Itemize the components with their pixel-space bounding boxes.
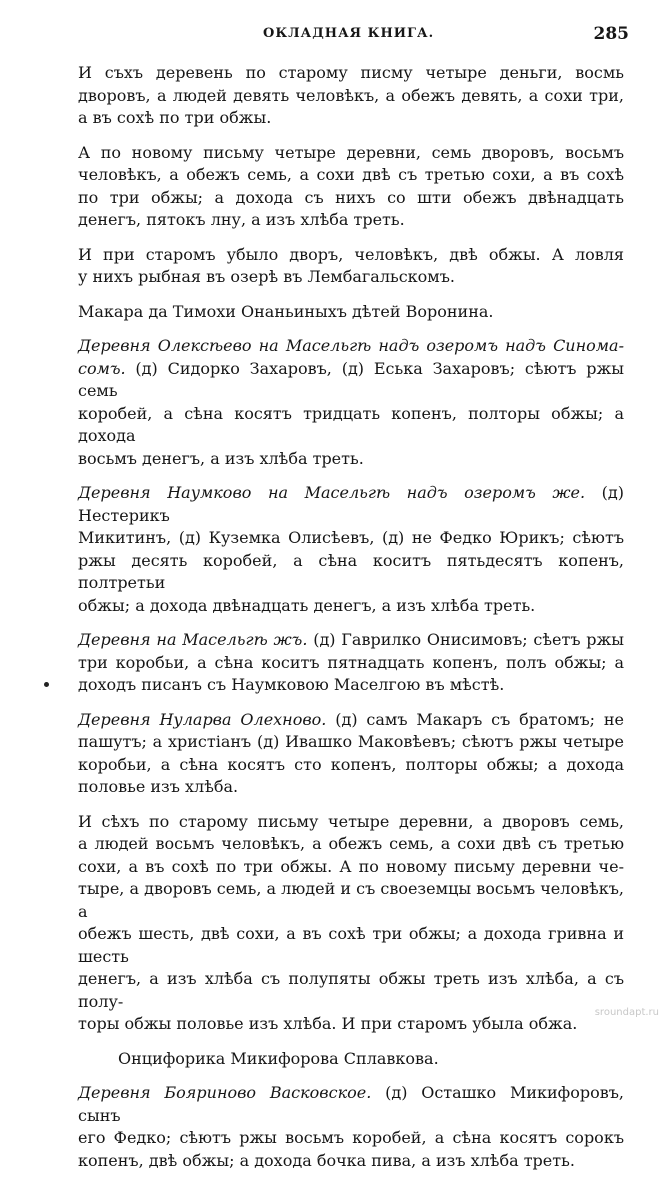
text-line: Деревня Нуларва Олехново. (д) самъ Макаръ съ братомъ; не: [78, 709, 625, 729]
paragraph: [78, 335, 624, 470]
text-line: доходъ писанъ съ Наумковою Маселгою въ мѣстѣ.: [78, 675, 505, 694]
text-line: человѣкъ, а обежъ семь, а сохи двѣ съ третью сохи, а въ сохѣ: [78, 165, 624, 184]
text-line: Деревня Наумково на Масельгѣ надъ озеромъ же. (д) Нестерикъ: [78, 483, 625, 525]
text-line: торы обжы половье изъ хлѣба. И при старомъ убыла обжа.: [78, 1014, 578, 1033]
page-header: [0, 26, 669, 50]
paragraph: [78, 709, 624, 799]
text-line: а людей восьмъ человѣкъ, а обежъ семь, а сохи двѣ съ третью: [78, 834, 624, 853]
text-line: ржы десять коробей, а сѣна коситъ пятьдесятъ копенъ, полтретьи: [78, 550, 624, 592]
text-line: у нихъ рыбная въ озерѣ въ Лембагальскомъ.: [78, 267, 455, 286]
heading-line: Макара да Тимохи Онаньиныхъ дѣтей Воронина.: [78, 301, 494, 321]
text-line: И сѣхъ по старому письму четыре деревни, а дворовъ семь,: [78, 811, 624, 831]
village-name: Деревня Нуларва Олехново.: [78, 709, 327, 729]
text-line: его Федко; сѣютъ ржы восьмъ коробей, а сѣна косятъ сорокъ: [78, 1128, 624, 1147]
text-line: обежъ шесть, двѣ сохи, а въ сохѣ три обжы; а дохода гривна и шесть: [78, 924, 624, 966]
village-name: Деревня Бояриново Васковское.: [78, 1083, 372, 1102]
paragraph: [78, 142, 624, 232]
text-line: И съхъ деревень по старому писму четыре деньги, восмь: [78, 63, 624, 82]
text-line: копенъ, двѣ обжы; а дохода бочка пива, а изъ хлѣба треть.: [78, 1150, 575, 1170]
text-line: денегъ, пятокъ лну, а изъ хлѣба треть.: [78, 210, 405, 229]
text-line: обжы; а дохода двѣнадцать денегъ, а изъ хлѣба треть.: [78, 595, 536, 615]
village-name: Деревня на Масельгѣ жъ.: [78, 630, 308, 649]
paragraph: [78, 244, 624, 289]
text-line: половье изъ хлѣба.: [78, 777, 239, 796]
text-line: сомъ. (д) Сидорко Захаровъ, (д) Еська Захаровъ; сѣютъ ржы семь: [78, 358, 624, 400]
paragraph: [78, 482, 624, 617]
village-name: Деревня Наумково на Масельгѣ надъ озеромъ же.: [78, 483, 586, 502]
text-line: тыре, а дворовъ семь, а людей и съ своеземцы восьмъ человѣкъ, а: [78, 879, 624, 921]
text-line: пашутъ; а христіанъ (д) Ивашко Маковѣевъ; сѣютъ ржы четыре: [78, 732, 624, 751]
text-line: Деревня на Масельгѣ жъ. (д) Гаврилко Онисимовъ; сѣетъ ржы: [78, 630, 624, 649]
margin-dot: [44, 682, 49, 687]
text-line: сохи, а въ сохѣ по три обжы. А по новому письму деревни че-: [78, 856, 624, 876]
heading-line: Онцифорика Микифорова Сплавкова.: [118, 1048, 439, 1068]
body-text: [78, 62, 624, 1184]
text-line: А по новому письму четыре деревни, семь дворовъ, восьмъ: [78, 142, 624, 162]
text-line: Деревня Олексѣево на Масельгѣ надъ озеромъ надъ Синома-: [78, 336, 624, 355]
paragraph: [78, 1082, 624, 1172]
running-title: ОКЛАДНАЯ КНИГА.: [263, 26, 435, 41]
text-line: восьмъ денегъ, а изъ хлѣба треть.: [78, 448, 364, 468]
section-heading: [78, 1048, 624, 1071]
text-line: денегъ, а изъ хлѣба съ полупяты обжы треть изъ хлѣба, а съ полу-: [78, 969, 624, 1011]
text-line: а въ сохѣ по три обжы.: [78, 108, 272, 127]
section-heading: [78, 301, 624, 324]
text-line: коробей, а сѣна косятъ тридцать копенъ, полторы обжы; а дохода: [78, 403, 624, 445]
text-line: три коробьи, а сѣна коситъ пятнадцать копенъ, полъ обжы; а: [78, 652, 624, 672]
text-line: по три обжы; а дохода съ нихъ со шти обежъ двѣнадцать: [78, 187, 624, 207]
text-line: И при старомъ убыло дворъ, человѣкъ, двѣ обжы. А ловля: [78, 244, 624, 264]
paragraph: [78, 62, 624, 130]
text-line: коробьи, а сѣна косятъ сто копенъ, полторы обжы; а дохода: [78, 754, 624, 774]
text-line: Деревня Бояриново Васковское. (д) Осташко Микифоровъ, сынъ: [78, 1083, 624, 1125]
paragraph: [78, 811, 624, 1036]
text-line: Микитинъ, (д) Куземка Олисѣевъ, (д) не Федко Юрикъ; сѣютъ: [78, 528, 624, 547]
text-line: дворовъ, а людей девять человѣкъ, а обежъ девять, а сохи три,: [78, 85, 624, 105]
page-number: 285: [593, 24, 629, 44]
paragraph: [78, 629, 624, 697]
village-name: сомъ.: [78, 358, 126, 378]
watermark: sroundapt.ru: [594, 1007, 659, 1018]
